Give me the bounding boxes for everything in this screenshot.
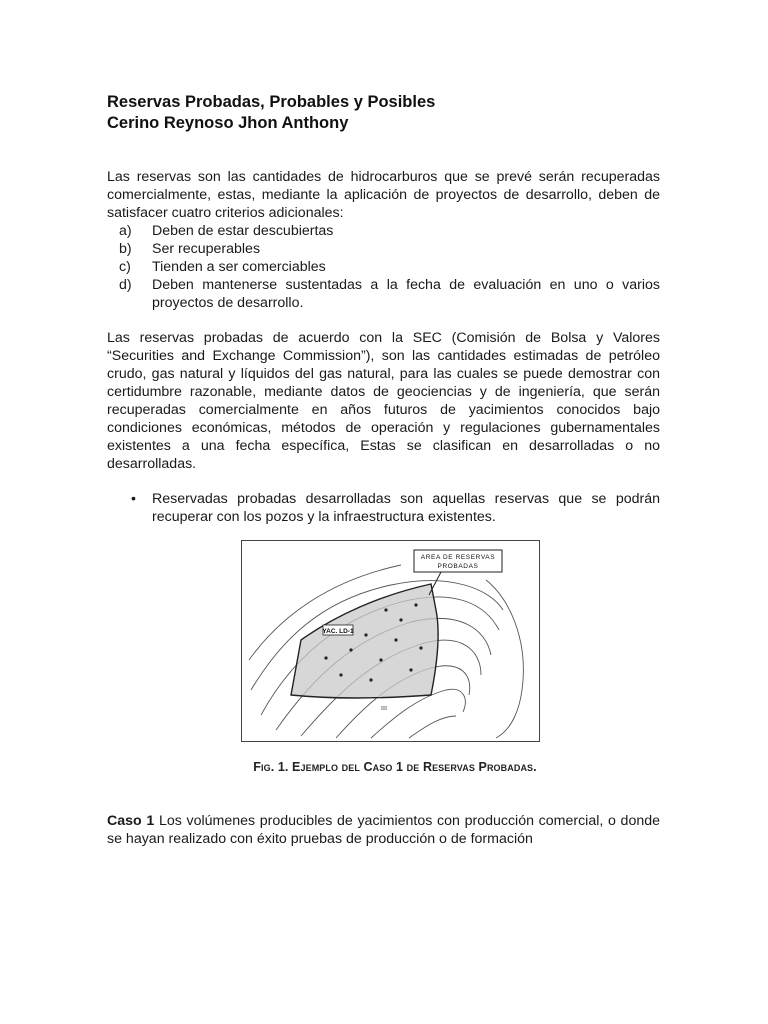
intro-paragraph: Las reservas son las cantidades de hidrocarburos que se prevé serán recuperadas comercialmente, estas, mediante la aplicación de proyectos de desarrollo, deben de satisfacer cuatro criterios adicionales: bbox=[107, 169, 660, 221]
list-item bbox=[107, 258, 660, 276]
bullet-dot: • bbox=[131, 491, 136, 507]
list-marker: b) bbox=[119, 241, 132, 257]
sec-paragraph: Las reservas probadas de acuerdo con la SEC (Comisión de Bolsa y Valores “Securities and Exchange Commission”), son las cantidades estimadas de petróleo crudo, gas natural y líquidos del gas natural, para las cuales se puede demostrar con certidumbre razonable, mediante datos de geociencias y de ingeniería, que serán recuperadas comercialmente en años futuros de yacimientos conocidos bajo condiciones económicas, métodos de operación y regulaciones gubernamentales existentes a una fecha específica, Estas se clasifican en desarrolladas o no desarrolladas. bbox=[107, 330, 660, 472]
list-item bbox=[107, 276, 660, 312]
callout-line2: PROBADAS bbox=[437, 563, 479, 570]
callout-line1: AREA DE RESERVAS bbox=[420, 554, 496, 561]
caso1-label: Caso 1 bbox=[107, 813, 155, 829]
list-item bbox=[107, 240, 660, 258]
list-marker: c) bbox=[119, 259, 131, 275]
bullet-text: Reservadas probadas desarrolladas son aquellas reservas que se podrán recuperar con los pozos y la infraestructura existentes. bbox=[152, 491, 660, 525]
roman-label: III bbox=[381, 706, 387, 712]
bullet-list bbox=[107, 490, 660, 526]
caso1-text: Los volúmenes producibles de yacimientos con producción comercial, o donde se hayan realizado con éxito pruebas de producción o de formación bbox=[107, 813, 661, 847]
reservoir-map-figure bbox=[241, 540, 540, 742]
figure-caption: Fig. 1. Ejemplo del Caso 1 de Reservas Probadas. bbox=[253, 760, 537, 774]
well-label: YAC. LD-1 bbox=[322, 628, 354, 635]
caso1-paragraph bbox=[107, 812, 660, 848]
list-item bbox=[107, 222, 660, 240]
document-title: Reservas Probadas, Probables y Posibles bbox=[107, 93, 436, 111]
bullet-item bbox=[107, 490, 660, 526]
author-name: Cerino Reynoso Jhon Anthony bbox=[107, 114, 349, 132]
list-item-text: Deben mantenerse sustentadas a la fecha de evaluación en uno o varios proyectos de desarrollo. bbox=[152, 277, 660, 311]
list-marker: d) bbox=[119, 277, 132, 293]
list-marker: a) bbox=[119, 223, 132, 239]
criteria-list bbox=[107, 222, 660, 312]
list-item-text: Deben de estar descubiertas bbox=[152, 223, 334, 239]
list-item-text: Ser recuperables bbox=[152, 241, 261, 257]
list-item-text: Tienden a ser comerciables bbox=[152, 259, 326, 275]
